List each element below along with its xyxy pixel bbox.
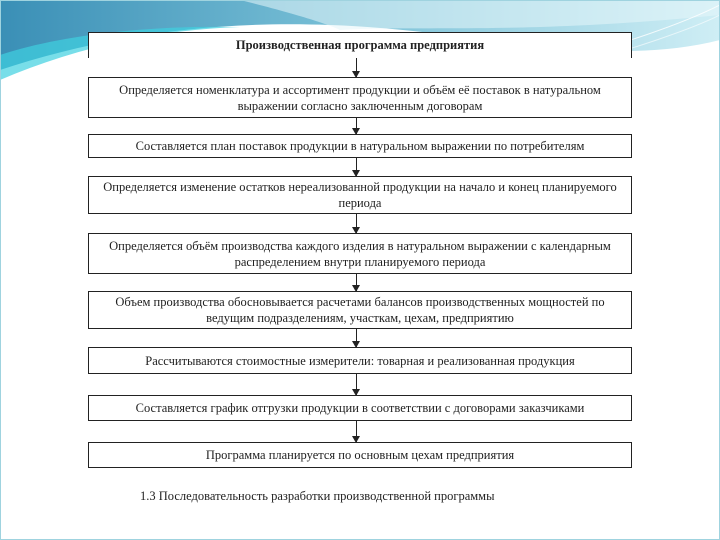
arrow-connector xyxy=(356,118,357,134)
step-2: Составляется план поставок продукции в натуральном выражении по потребителям xyxy=(88,134,632,158)
step-6: Рассчитываются стоимостные измерители: товарная и реализованная продукция xyxy=(88,347,632,374)
step-5: Объем производства обосновывается расчетами балансов производственных мощностей по ведущим подразделениям, участкам, цехам, предприятию xyxy=(88,291,632,329)
arrow-connector xyxy=(356,421,357,442)
step-8: Программа планируется по основным цехам предприятия xyxy=(88,442,632,468)
diagram-caption: 1.3 Последовательность разработки производственной программы xyxy=(140,489,495,503)
arrow-connector xyxy=(356,158,357,176)
arrow-connector xyxy=(356,274,357,291)
step-1: Определяется номенклатура и ассортимент продукции и объём её поставок в натуральном выражении согласно заключенным договорам xyxy=(88,77,632,118)
arrow-connector xyxy=(356,374,357,395)
arrow-connector xyxy=(356,329,357,347)
arrow-connector xyxy=(356,214,357,233)
step-3: Определяется изменение остатков нереализованной продукции на начало и конец планируемого периода xyxy=(88,176,632,214)
step-7: Составляется график отгрузки продукции в соответствии с договорами заказчиками xyxy=(88,395,632,421)
diagram-title: Производственная программа предприятия xyxy=(88,32,632,58)
arrow-connector xyxy=(356,58,357,77)
step-4: Определяется объём производства каждого изделия в натуральном выражении с календарным распределением внутри планируемого периода xyxy=(88,233,632,274)
